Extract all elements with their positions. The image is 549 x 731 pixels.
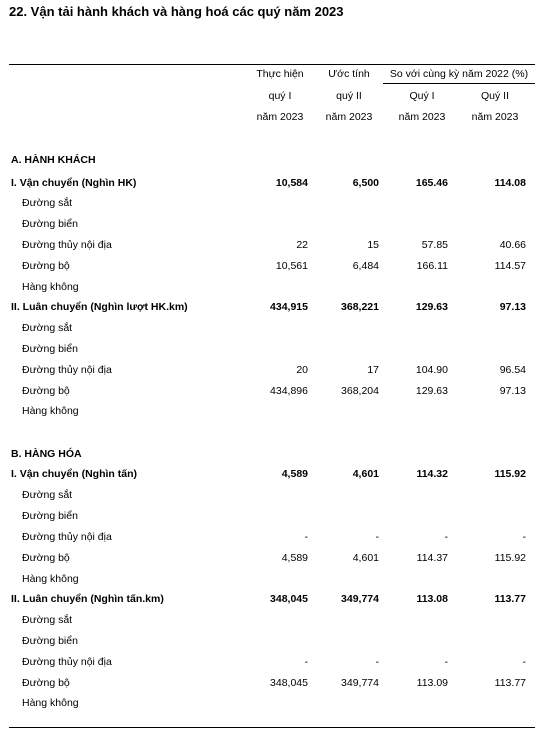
cell-value: 349,774 [341,677,379,689]
row-label: II. Luân chuyển (Nghìn tấn.km) [11,593,164,605]
row-label: Hàng không [22,281,79,293]
table-row [0,364,549,384]
row-label: Đường thủy nội địa [22,364,112,376]
row-label: Đường sắt [22,614,73,626]
header-col3-line2: năm 2023 [398,111,446,123]
cell-value: 10,561 [275,260,308,272]
row-label: I. Vận chuyển (Nghìn HK) [11,177,137,189]
section-row [0,448,549,468]
row-label: Đường thủy nội địa [22,239,112,251]
cell-value: 165.46 [415,177,448,189]
cell-value: 6,484 [352,260,379,272]
row-label: Đường bộ [22,552,70,564]
table-row [0,239,549,259]
cell-value: 15 [367,239,379,251]
cell-value: 6,500 [352,177,379,189]
row-label: Đường biển [22,343,78,355]
cell-value: 434,915 [270,301,308,313]
row-label: I. Vận chuyển (Nghìn tấn) [11,468,138,480]
table-row [0,697,549,717]
row-label: Hàng không [22,697,79,709]
cell-value: 114.37 [416,552,448,564]
row-label: B. HÀNG HÓA [11,448,82,460]
table-row [0,635,549,655]
row-label: Đường biển [22,635,78,647]
table-row [0,405,549,425]
cell-value: 4,589 [281,468,308,480]
header-col4-line1: Quý II [480,90,509,102]
cell-value: 97.13 [499,301,526,313]
cell-value: 113.77 [494,593,526,605]
header-col2-line2: quý II [336,90,362,102]
cell-value: - [522,531,526,543]
row-label: II. Luân chuyển (Nghìn lượt HK.km) [11,301,188,313]
cell-value: 4,589 [281,552,308,564]
cell-value: 368,221 [341,301,379,313]
cell-value: 129.63 [415,301,448,313]
table-row [0,552,549,572]
row-label: Đường thủy nội địa [22,531,112,543]
row-label: Đường thủy nội địa [22,656,112,668]
group-row [0,468,549,488]
header-col2-line1: Ước tính [328,68,370,80]
cell-value: 4,601 [352,468,379,480]
cell-value: 113.09 [416,677,448,689]
table-row [0,343,549,363]
cell-value: - [304,656,308,668]
cell-value: 113.08 [416,593,448,605]
row-label: Đường sắt [22,322,73,334]
table-row [0,197,549,217]
cell-value: 22 [296,239,308,251]
row-label: Hàng không [22,405,79,417]
row-label: Đường sắt [22,197,73,209]
cell-value: 97.13 [499,385,526,397]
row-label: Đường sắt [22,489,73,501]
row-label: Đường bộ [22,385,70,397]
cell-value: - [522,656,526,668]
row-label: Đường bộ [22,677,70,689]
table-row [0,218,549,238]
header-group: So với cùng kỳ năm 2022 (%) [389,68,529,80]
cell-value: 368,204 [341,385,379,397]
cell-value: 348,045 [270,677,308,689]
cell-value: 114.32 [416,468,448,480]
header-col1-line3: năm 2023 [256,111,304,123]
table-row [0,385,549,405]
header-col2-line3: năm 2023 [325,111,373,123]
header-col1-line2: quý I [268,90,292,102]
cell-value: 20 [296,364,308,376]
table-row [0,322,549,342]
header-col3-line1: Quý I [409,90,435,102]
cell-value: - [444,531,448,543]
cell-value: 57.85 [421,239,448,251]
section-row [0,154,549,174]
row-label: Đường biển [22,510,78,522]
row-label: Hàng không [22,573,79,585]
table-row [0,573,549,593]
cell-value: 114.08 [494,177,526,189]
group-row [0,593,549,613]
page-title: 22. Vận tải hành khách và hàng hoá các quý năm 2023 [9,4,344,19]
group-row [0,177,549,197]
cell-value: 96.54 [499,364,526,376]
cell-value: 129.63 [415,385,448,397]
header-col1-line1: Thực hiện [256,68,304,80]
table-row [0,531,549,551]
cell-value: 434,896 [270,385,308,397]
table-row [0,677,549,697]
cell-value: 17 [367,364,379,376]
cell-value: 348,045 [270,593,308,605]
cell-value: 115.92 [494,552,526,564]
cell-value: 104.90 [415,364,448,376]
cell-value: - [375,531,379,543]
table-bottom-rule [9,727,535,728]
cell-value: 349,774 [341,593,379,605]
cell-value: 115.92 [494,468,526,480]
table-row [0,281,549,301]
cell-value: - [444,656,448,668]
table-row [0,510,549,530]
table-row [0,489,549,509]
cell-value: 40.66 [499,239,526,251]
row-label: Đường biển [22,218,78,230]
cell-value: 10,584 [275,177,308,189]
cell-value: - [375,656,379,668]
cell-value: 166.11 [416,260,448,272]
table-row [0,614,549,634]
group-row [0,301,549,321]
table-row [0,260,549,280]
row-label: Đường bộ [22,260,70,272]
cell-value: 113.77 [494,677,526,689]
table-row [0,656,549,676]
row-label: A. HÀNH KHÁCH [11,154,96,166]
cell-value: 114.57 [494,260,526,272]
header-col4-line2: năm 2023 [471,111,519,123]
cell-value: 4,601 [352,552,379,564]
cell-value: - [304,531,308,543]
